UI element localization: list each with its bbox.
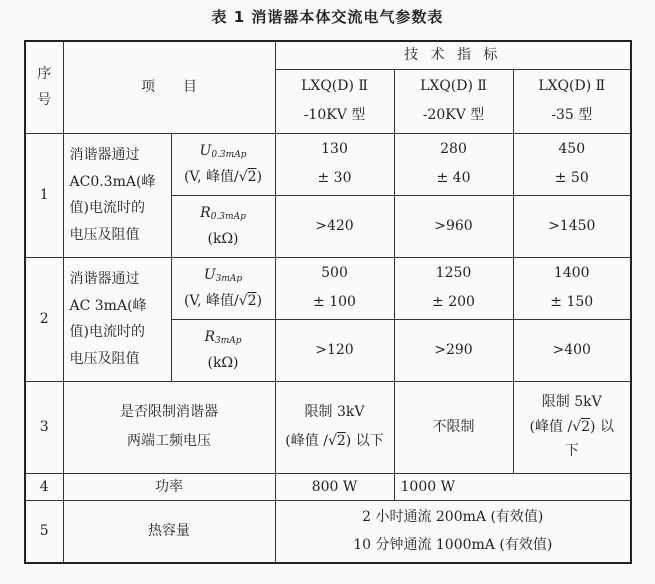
tolerance: ± 200 (432, 294, 475, 311)
table-row (25, 501, 631, 563)
seq-cell: 5 (25, 501, 63, 563)
value-cell: >420 (275, 195, 394, 257)
desc-line: 电压及阻值 (69, 350, 140, 367)
value: 500 (321, 265, 348, 282)
omega-symbol: Ω (221, 231, 234, 248)
model-name: LXQ(D) Ⅱ (301, 78, 368, 95)
unit-text: ) (233, 231, 239, 248)
value: 限制 3kV (304, 404, 365, 421)
unit-text: (k (207, 355, 222, 372)
value: 1250 (435, 265, 472, 282)
note-text: ) 以下 (345, 433, 384, 450)
desc-cell: 热容量 (63, 501, 275, 563)
symbol-u: U (203, 266, 216, 283)
parameter-table (24, 40, 632, 564)
value: 10 分钟通流 1000mA (有效值) (353, 537, 553, 554)
note-text: ) 以 (590, 418, 614, 435)
value: 1400 (553, 265, 590, 282)
header-row (25, 41, 631, 69)
desc-cell (63, 257, 171, 381)
value-cell: 1000 W (394, 473, 631, 501)
unit-text: (V, 峰值/ (183, 293, 239, 310)
unit-text: (k (207, 231, 222, 248)
value-cell: 不限制 (394, 381, 513, 473)
desc-line: 两端工频电压 (127, 433, 211, 450)
tolerance: ± 150 (550, 294, 594, 311)
model-header (513, 69, 631, 133)
tolerance: ± 50 (554, 170, 589, 187)
model-header (275, 69, 394, 133)
value: 限制 5kV (541, 394, 602, 411)
param-unit (172, 350, 275, 377)
value-note: 下 (564, 443, 579, 460)
unit-text: ) (256, 169, 263, 186)
symbol-r: R (204, 328, 215, 345)
value: 130 (321, 141, 348, 158)
param-unit (172, 288, 275, 315)
value-cell (513, 133, 631, 195)
param-symbol (172, 138, 275, 165)
param-unit (172, 226, 275, 253)
tolerance: ± 30 (317, 170, 352, 187)
value-cell: >400 (513, 319, 631, 381)
param-symbol (172, 324, 275, 351)
value-note (276, 427, 394, 456)
value: 450 (558, 141, 586, 158)
param-cell (171, 195, 275, 257)
table-row (25, 133, 631, 195)
value-cell (275, 381, 394, 473)
unit-text: ) (233, 355, 239, 372)
param-unit (172, 164, 275, 191)
model-type: -35 型 (551, 107, 593, 124)
desc-line: 值)电流时的 (69, 324, 145, 341)
item-header: 项 目 (63, 41, 275, 133)
note-text: (峰值 / (285, 433, 328, 450)
omega-symbol: Ω (221, 355, 234, 372)
seq-header-l2: 号 (37, 92, 52, 109)
symbol-u: U (199, 142, 212, 159)
desc-line: 是否限制消谐器 (120, 404, 218, 421)
radicand: 2 (247, 169, 257, 186)
seq-cell: 4 (25, 473, 63, 501)
desc-line: 消谐器通过 (69, 270, 140, 287)
note-text: (峰值 / (529, 418, 573, 435)
value: 280 (440, 141, 467, 158)
desc-cell (63, 381, 275, 473)
desc-line: 消谐器通过 (69, 146, 140, 163)
symbol-sub: 3mAp (215, 335, 242, 346)
desc-line: AC 3mA(峰 (69, 297, 147, 314)
value-cell: >960 (394, 195, 513, 257)
sqrt-icon: √ (238, 169, 248, 186)
value-cell: >120 (275, 319, 394, 381)
radicand: 2 (581, 418, 591, 435)
sqrt-icon: √ (327, 433, 337, 450)
value-note (514, 415, 631, 440)
param-symbol (172, 262, 275, 289)
value: 2 小时通流 200mA (有效值) (362, 508, 544, 525)
value-cell (275, 133, 394, 195)
value-cell: >1450 (513, 195, 631, 257)
desc-cell (63, 133, 171, 257)
desc-line: 电压及阻值 (69, 226, 140, 243)
param-cell (171, 319, 275, 381)
symbol-r: R (200, 204, 211, 221)
model-type: -10KV 型 (303, 107, 366, 124)
model-name: LXQ(D) Ⅱ (538, 78, 606, 95)
seq-header (25, 41, 63, 133)
param-cell (171, 257, 275, 319)
symbol-sub: 3mAp (215, 273, 243, 284)
unit-text: ) (256, 293, 263, 310)
unit-text: (V, 峰值/ (183, 169, 239, 186)
table-row (25, 473, 631, 501)
value-cell: 800 W (275, 473, 394, 501)
symbol-sub: 0.3mAp (211, 149, 247, 160)
param-cell (171, 133, 275, 195)
value-cell (275, 257, 394, 319)
table-row (25, 381, 631, 473)
sqrt-icon: √ (572, 418, 582, 435)
model-name: LXQ(D) Ⅱ (420, 78, 487, 95)
value-cell (394, 133, 513, 195)
symbol-sub: 0.3mAp (210, 211, 246, 222)
param-symbol (172, 200, 275, 227)
radicand: 2 (247, 293, 257, 310)
seq-cell: 3 (25, 381, 63, 473)
tolerance: ± 40 (436, 170, 471, 187)
table-row (25, 257, 631, 319)
model-type: -20KV 型 (422, 107, 485, 124)
radicand: 2 (336, 433, 346, 450)
value-cell: >290 (394, 319, 513, 381)
value-cell (513, 381, 631, 473)
model-header (394, 69, 513, 133)
seq-cell: 2 (25, 257, 63, 381)
desc-cell: 功率 (63, 473, 275, 501)
value-cell (275, 501, 631, 563)
tolerance: ± 100 (313, 294, 356, 311)
desc-line: 值)电流时的 (69, 200, 145, 217)
value-cell (513, 257, 631, 319)
value-cell (394, 257, 513, 319)
table-title: 表 1 消谐器本体交流电气参数表 (211, 8, 444, 26)
desc-line: AC0.3mA(峰 (69, 173, 156, 190)
seq-header-l1: 序 (37, 65, 52, 82)
seq-cell: 1 (25, 133, 63, 257)
sqrt-icon: √ (238, 293, 248, 310)
spec-header: 技 术 指 标 (275, 41, 631, 69)
